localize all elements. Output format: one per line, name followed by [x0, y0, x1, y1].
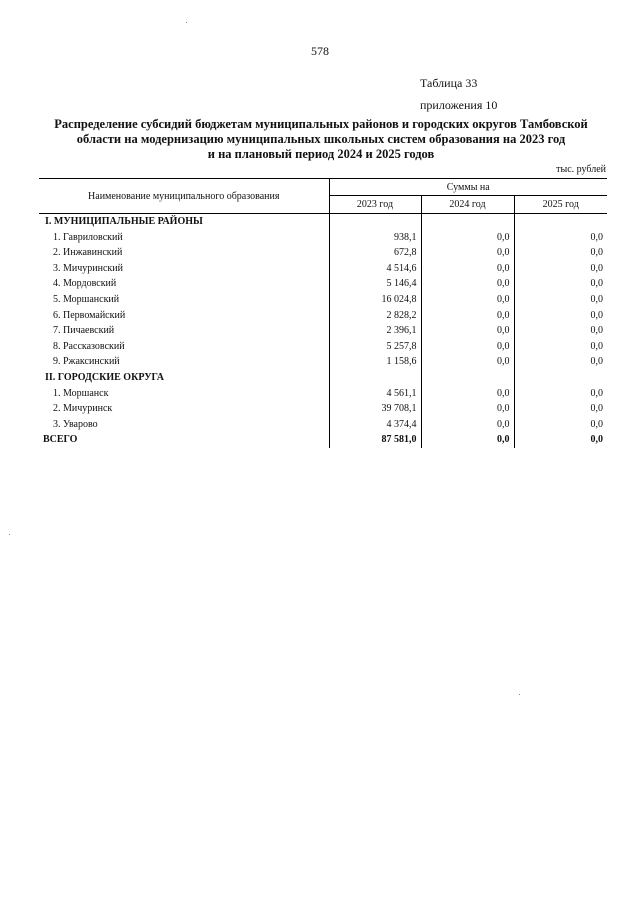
- total-row: [39, 432, 607, 448]
- page-number: 578: [311, 44, 329, 58]
- table-row: [39, 230, 607, 246]
- appendix-label: приложения 10: [420, 98, 498, 112]
- table-row: [39, 323, 607, 339]
- value-2024: 0,0: [421, 401, 514, 417]
- title-line: и на плановый период 2024 и 2025 годов: [207, 147, 435, 161]
- value-2023: 4 514,6: [329, 261, 421, 277]
- value-2025: 0,0: [514, 354, 607, 370]
- value-2025: 0,0: [514, 276, 607, 292]
- value-2024: 0,0: [421, 417, 514, 433]
- table-row: [39, 308, 607, 324]
- document-title: [36, 117, 606, 162]
- value-2025: 0,0: [514, 308, 607, 324]
- row-name: 1. Моршанск: [53, 387, 109, 399]
- table-row: [39, 417, 607, 433]
- value-2024: 0,0: [421, 292, 514, 308]
- value-2023: 4 374,4: [329, 417, 421, 433]
- value-2025: 0,0: [514, 261, 607, 277]
- value-2023: [329, 370, 421, 386]
- value-2024: [421, 214, 514, 230]
- row-name: 2. Инжавинский: [53, 247, 123, 259]
- column-header-name: Наименование муниципального образования: [39, 179, 329, 214]
- value-2023: 5 146,4: [329, 276, 421, 292]
- value-2024: 0,0: [421, 386, 514, 402]
- value-2023: 1 158,6: [329, 354, 421, 370]
- table-row: [39, 245, 607, 261]
- value-2024: 0,0: [421, 354, 514, 370]
- row-name: 3. Уварово: [53, 418, 98, 430]
- row-name: 5. Моршанский: [53, 293, 120, 305]
- value-2023: 938,1: [329, 230, 421, 246]
- value-2023: 5 257,8: [329, 339, 421, 355]
- scan-speck: [519, 694, 520, 695]
- table-row: [39, 292, 607, 308]
- value-2025: 0,0: [514, 339, 607, 355]
- row-name: 9. Ржаксинский: [53, 356, 120, 368]
- value-2023: 672,8: [329, 245, 421, 261]
- column-header-2024: 2024 год: [421, 196, 514, 214]
- value-2025: 0,0: [514, 386, 607, 402]
- value-2024: 0,0: [421, 230, 514, 246]
- table-row: [39, 339, 607, 355]
- value-2024: 0,0: [421, 261, 514, 277]
- table-row: [39, 386, 607, 402]
- table-row: [39, 276, 607, 292]
- value-2025: 0,0: [514, 230, 607, 246]
- section-row: [39, 214, 607, 230]
- value-2025: 0,0: [514, 432, 607, 448]
- row-name: ВСЕГО: [43, 434, 78, 446]
- value-2024: 0,0: [421, 245, 514, 261]
- column-header-sums: Суммы на: [329, 179, 607, 196]
- value-2023: 16 024,8: [329, 292, 421, 308]
- value-2025: 0,0: [514, 323, 607, 339]
- value-2023: 2 828,2: [329, 308, 421, 324]
- table-row: [39, 401, 607, 417]
- value-2023: 87 581,0: [329, 432, 421, 448]
- row-name: 6. Первомайский: [53, 309, 126, 321]
- value-2023: 39 708,1: [329, 401, 421, 417]
- section-row: [39, 370, 607, 386]
- value-2024: 0,0: [421, 323, 514, 339]
- value-2024: 0,0: [421, 308, 514, 324]
- row-name: 1. Гавриловский: [53, 231, 123, 243]
- row-name: 3. Мичуринский: [53, 262, 123, 274]
- value-2025: 0,0: [514, 401, 607, 417]
- value-2023: 2 396,1: [329, 323, 421, 339]
- value-2025: 0,0: [514, 245, 607, 261]
- column-header-2023: 2023 год: [329, 196, 421, 214]
- table-label: Таблица 33: [420, 76, 478, 90]
- value-2024: [421, 370, 514, 386]
- row-name: 8. Рассказовский: [53, 340, 125, 352]
- value-2024: 0,0: [421, 339, 514, 355]
- value-2025: [514, 370, 607, 386]
- row-name: 4. Мордовский: [53, 278, 117, 290]
- subsidy-table: [39, 178, 607, 448]
- column-header-2025: 2025 год: [514, 196, 607, 214]
- value-2025: 0,0: [514, 292, 607, 308]
- table-body: [39, 214, 607, 448]
- value-2023: [329, 214, 421, 230]
- table-row: [39, 261, 607, 277]
- row-name: I. МУНИЦИПАЛЬНЫЕ РАЙОНЫ: [45, 216, 203, 227]
- scan-speck: [186, 22, 187, 23]
- table-row: [39, 354, 607, 370]
- title-line: области на модернизацию муниципальных школьных систем образования на 2023 год: [76, 132, 566, 146]
- value-2023: 4 561,1: [329, 386, 421, 402]
- title-line: Распределение субсидий бюджетам муниципальных районов и городских округов Тамбовской: [54, 117, 588, 131]
- row-name: II. ГОРОДСКИЕ ОКРУГА: [45, 371, 165, 383]
- value-2024: 0,0: [421, 432, 514, 448]
- value-2025: [514, 214, 607, 230]
- row-name: 7. Пичаевский: [53, 325, 115, 337]
- row-name: 2. Мичуринск: [53, 403, 113, 415]
- value-2025: 0,0: [514, 417, 607, 433]
- value-2024: 0,0: [421, 276, 514, 292]
- units-label: тыс. рублей: [556, 164, 606, 175]
- scan-speck: [9, 534, 10, 535]
